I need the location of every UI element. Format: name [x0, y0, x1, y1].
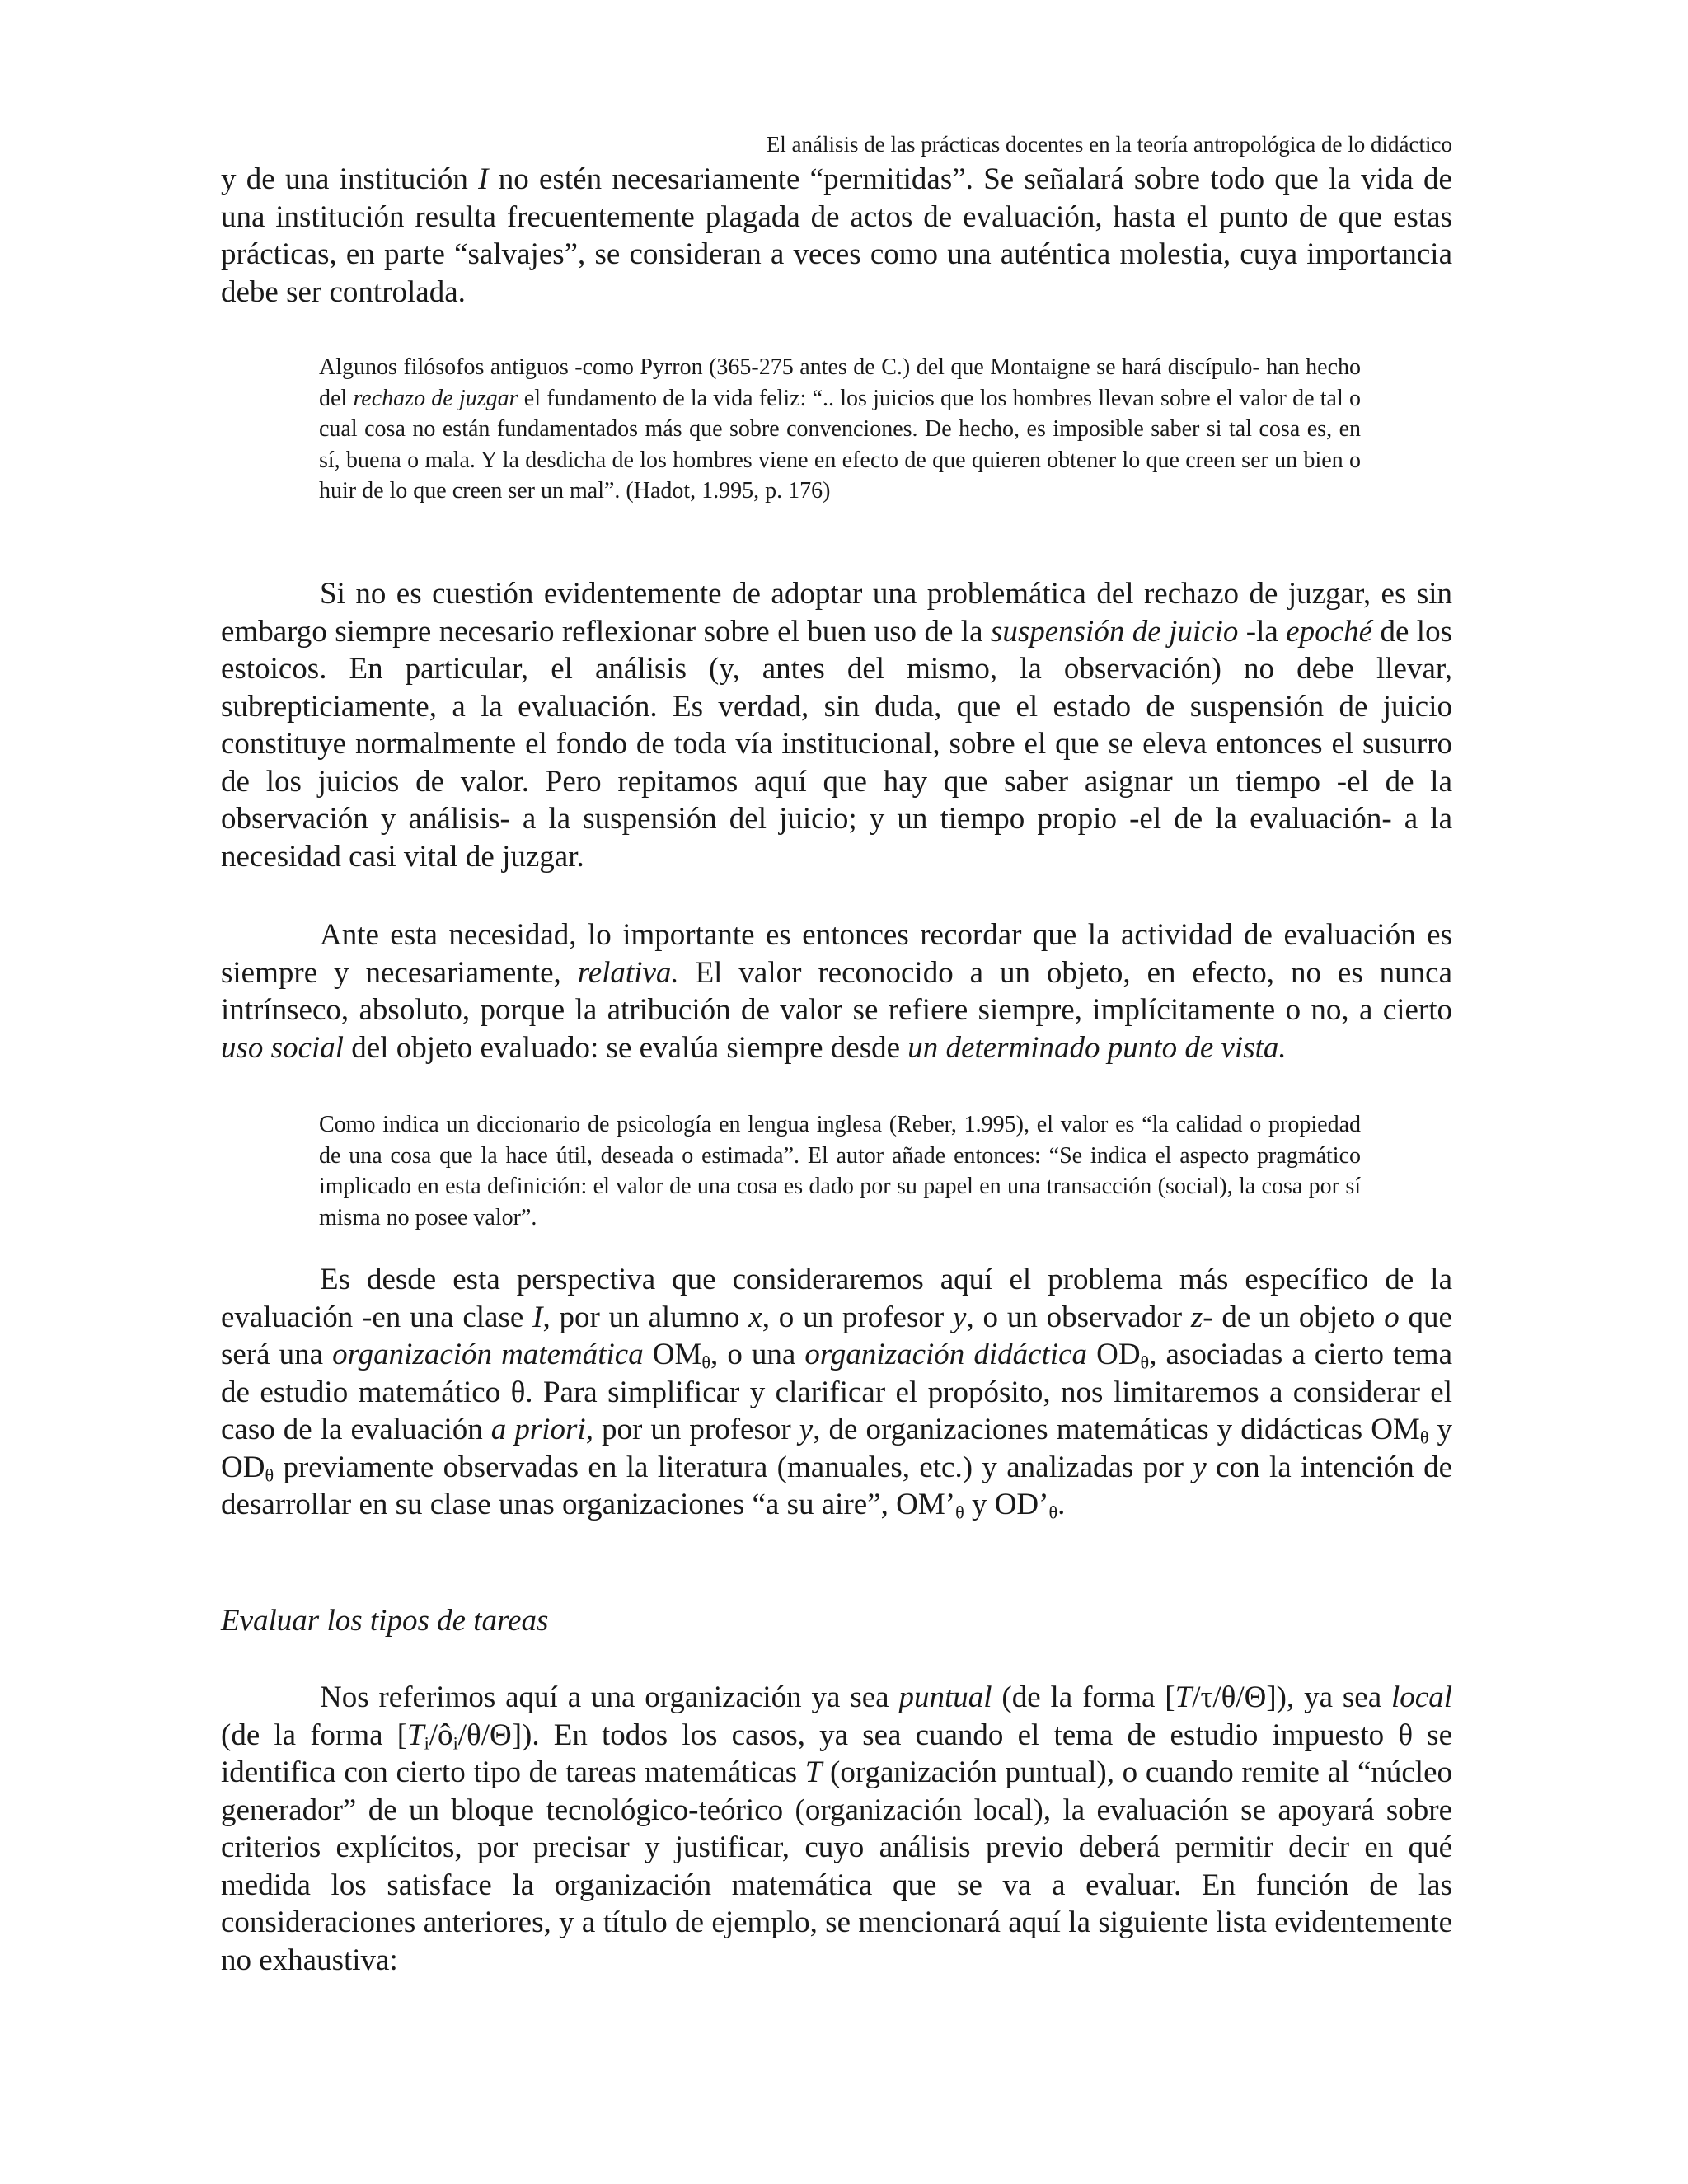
quote-reber: Como indica un diccionario de psicología en lengua inglesa (Reber, 1.995), el valor es “la calidad o propiedad de una cosa que la hace útil, deseada o estimada”. El autor añade entonces: “Se indica el aspecto pragmático implicado en esta definición: el valor de una cosa es dado por su papel en una transacción (social), la cosa por sí misma no posee valor”. — [319, 1112, 1361, 1230]
section-subheading: Evaluar los tipos de tareas — [221, 1604, 549, 1638]
paragraph-2: Si no es cuestión evidentemente de adoptar una problemática del rechazo de juzgar, es sin embargo siempre necesario reflexionar sobre el buen uso de la suspensión de juicio -la epoché de los estoicos. En particular, el análisis (y, antes del mismo, la observación) no debe llevar, subrepticiamente, a la evaluación. Es verdad, sin duda, que el estado de suspensión de juicio constituye normalmente el fondo de toda vía institucional, sobre el que se eleva entonces el susurro de los juicios de valor. Pero repitamos aquí que hay que saber asignar un tiempo -el de la observación y análisis- a la suspensión del juicio; y un tiempo propio -el de la evaluación- a la necesidad casi vital de juzgar. — [221, 577, 1452, 874]
paragraph-5: Nos referimos aquí a una organización ya sea puntual (de la forma [T/τ/θ/Θ]), ya sea local (de la forma $[T_i/ô_i/\theta/\Theta]$). En todos los casos, ya sea cuando el tema de estudio impuesto θ se identifica con cierto tipo de tareas matemáticas T (organización puntual), o cuando remite al “núcleo generador” de un bloque tecnológico-teórico (organización local), la evaluación se apoyará sobre criterios explícitos, por precisar y justificar, cuyo análisis previo deberá permitir decir en qué medida los satisface la organización matemática que se va a evaluar. En función de las consideraciones anteriores, y a título de ejemplo, se mencionará aquí la siguiente lista evidentemente no exhaustiva: — [221, 1680, 1452, 1977]
paragraph-3: Ante esta necesidad, lo importante es entonces recordar que la actividad de evaluación es siempre y necesariamente, relativa. El valor reconocido a un objeto, en efecto, no es nunca intrínseco, absoluto, porque la atribución de valor se refiere siempre, implícitamente o no, a cierto uso social del objeto evaluado: se evalúa siempre desde un determinado punto de vista. — [221, 918, 1453, 1065]
paragraph-1: y de una institución I no estén necesariamente “permitidas”. Se señalará sobre todo que la vida de una institución resulta frecuentemente plagada de actos de evaluación, hasta el punto de que estas prácticas, en parte “salvajes”, se consideran a veces como una auténtica molestia, cuya importancia debe ser controlada. — [221, 162, 1452, 309]
quote-hadot: Algunos filósofos antiguos -como Pyrron (365-275 antes de C.) del que Montaigne se hará discípulo- han hecho del rechazo de juzgar el fundamento de la vida feliz: “.. los juicios que los hombres llevan sobre el valor de tal o cual cosa no están fundamentados más que sobre convenciones. De hecho, es imposible saber si tal cosa es, en sí, buena o mala. Y la desdicha de los hombres viene en efecto de que quieren obtener lo que creen ser un bien o huir de lo que creen ser un mal”. (Hadot, 1.995, p. 176) — [319, 354, 1361, 504]
paragraph-4: Es desde esta perspectiva que consideraremos aquí el problema más específico de la evaluación -en una clase I, por un alumno x, o un profesor y, o un observador z- de un objeto o que será una organización matemática $OM_\theta$, o una organización didáctica $OD_\theta$, asociadas a cierto tema de estudio matemático θ. Para simplificar y clarificar el propósito, nos limitaremos a considerar el caso de la evaluación a priori, por un profesor y, de organizaciones matemáticas y didácticas $OM_\theta$ y $OD_\theta$ previamente observadas en la literatura (manuales, etc.) y analizadas por y con la intención de desarrollar en su clase unas organizaciones “a su aire”, $OM’_\theta$ y $OD’_\theta$. — [221, 1263, 1452, 1523]
running-header: El análisis de las prácticas docentes en la teoría antropológica de lo didáctico — [766, 132, 1452, 157]
